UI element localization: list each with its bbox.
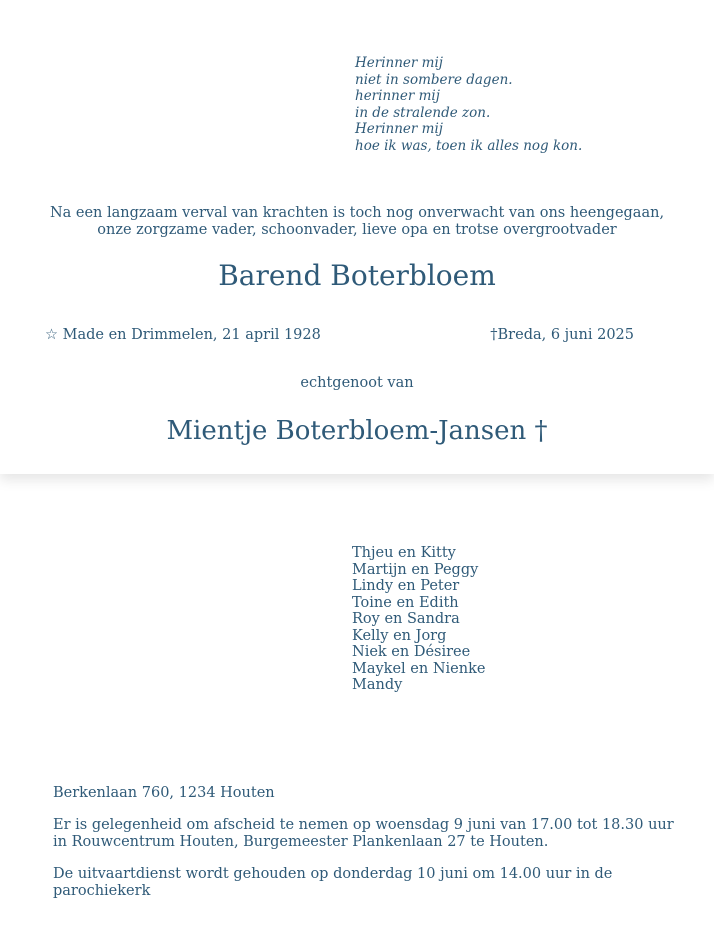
service-line: De uitvaartdienst wordt gehouden op donderdag 10 juni om 14.00 uur in de [53, 866, 613, 882]
family-member: Toine en Edith [352, 594, 459, 611]
family-member: Maykel en Nienke [352, 660, 486, 677]
spouse-label: echtgenoot van [300, 375, 414, 391]
poem-line: Herinner mij [355, 55, 443, 71]
visitation-info [53, 817, 673, 850]
announcement-card [0, 0, 714, 474]
spouse-line [0, 412, 714, 450]
poem-line: Herinner mij [355, 121, 443, 137]
deceased-name: Barend Boterbloem [218, 259, 496, 292]
poem-line: herinner mij [355, 88, 440, 104]
visitation-line: in Rouwcentrum Houten, Burgemeester Plankenlaan 27 te Houten. [53, 833, 549, 850]
family-member: Mandy [352, 677, 403, 693]
family-member: Lindy en Peter [352, 578, 460, 594]
funeral-service-info [53, 866, 673, 899]
birth-text: Made en Drimmelen, 21 april 1928 [62, 327, 321, 343]
intro-line: Na een langzaam verval van krachten is toch nog onverwacht van ons heengegaan, [49, 205, 665, 221]
family-member: Thjeu en Kitty [352, 545, 456, 561]
death-text: Breda, 6 juni 2025 [497, 327, 634, 343]
visitation-line: Er is gelegenheid om afscheid te nemen op woensdag 9 juni van 17.00 tot 18.30 uur [53, 817, 674, 833]
poem-line: in de stralende zon. [355, 104, 491, 121]
poem-line: niet in sombere dagen. [355, 71, 513, 88]
family-list [352, 545, 485, 694]
poem [355, 55, 582, 154]
cross-icon: † [534, 416, 548, 446]
family-member: Roy en Sandra [352, 611, 460, 627]
family-member: Niek en Désiree [352, 644, 471, 660]
family-member: Kelly en Jorg [352, 627, 447, 644]
family-member: Martijn en Peggy [352, 561, 479, 578]
intro-text [0, 205, 714, 239]
poem-line: hoe ik was, toen ik alles nog kon. [355, 137, 583, 154]
spouse-name: Mientje Boterbloem-Jansen [166, 416, 527, 446]
death-info [490, 326, 634, 344]
service-line: parochiekerk [53, 882, 151, 899]
star-icon: ☆ [45, 327, 58, 343]
home-address: Berkenlaan 760, 1234 Houten [53, 785, 275, 801]
cross-icon: † [490, 327, 498, 343]
intro-line: onze zorgzame vader, schoonvader, lieve opa en trotse overgrootvader [97, 222, 617, 238]
birth-info [45, 326, 321, 344]
